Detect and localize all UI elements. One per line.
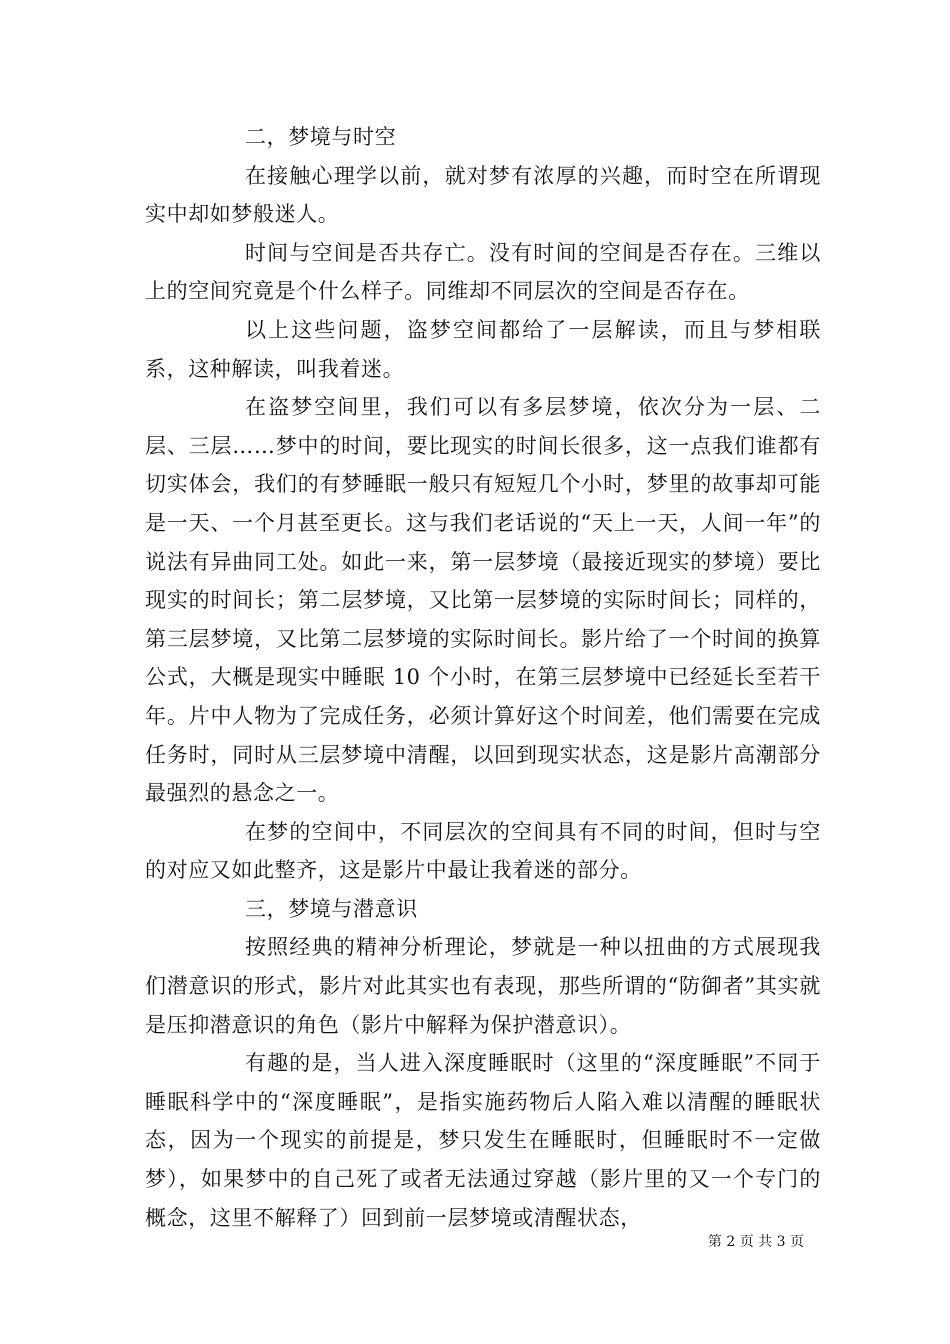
paragraph: 时间与空间是否共存亡。没有时间的空间是否存在。三维以上的空间究竟是个什么样子。同维却不同层次的空间是否存在。 <box>145 240 821 304</box>
document-body <box>145 118 821 1237</box>
paragraph: 有趣的是，当人进入深度睡眠时（这里的“深度睡眠”不同于睡眠科学中的“深度睡眠”，是指实施药物后人陷入难以清醒的睡眠状态，因为一个现实的前提是，梦只发生在睡眠时，但睡眠时不一定做梦），如果梦中的自己死了或者无法通过穿越（影片里的又一个专门的概念，这里不解释了）回到前一层梦境或清醒状态， <box>145 1051 821 1230</box>
section-heading-time-space: 二，梦境与时空 <box>245 125 397 149</box>
paragraph: 在盗梦空间里，我们可以有多层梦境，依次分为一层、二层、三层……梦中的时间，要比现实的时间长很多，这一点我们谁都有切实体会，我们的有梦睡眠一般只有短短几个小时，梦里的故事却可能是一天、一个月甚至更长。这与我们老话说的“天上一天，人间一年”的说法有异曲同工处。如此一来，第一层梦境（最接近现实的梦境）要比现实的时间长；第二层梦境，又比第一层梦境的实际时间长；同样的，第三层梦境，又比第二层梦境的实际时间长。影片给了一个时间的换算公式，大概是现实中睡眠 10 个小时，在第三层梦境中已经延长至若干年。片中人物为了完成任务，必须计算好这个时间差，他们需要在完成任务时，同时从三层梦境中清醒，以回到现实状态，这是影片高潮部分最强烈的悬念之一。 <box>145 395 821 806</box>
paragraph: 按照经典的精神分析理论，梦就是一种以扭曲的方式展现我们潜意识的形式，影片对此其实也有表现，那些所谓的“防御者”其实就是压抑潜意识的角色（影片中解释为保护潜意识）。 <box>145 935 821 1037</box>
paragraph: 在接触心理学以前，就对梦有浓厚的兴趣，而时空在所谓现实中却如梦般迷人。 <box>145 163 821 227</box>
section-heading-subconscious: 三，梦境与潜意识 <box>245 896 418 921</box>
page-number: 第 2 页 共 3 页 <box>707 1234 804 1250</box>
paragraph: 以上这些问题，盗梦空间都给了一层解读，而且与梦相联系，这种解读，叫我着迷。 <box>145 317 821 381</box>
paragraph: 在梦的空间中，不同层次的空间具有不同的时间，但时与空的对应又如此整齐，这是影片中最让我着迷的部分。 <box>145 819 821 883</box>
